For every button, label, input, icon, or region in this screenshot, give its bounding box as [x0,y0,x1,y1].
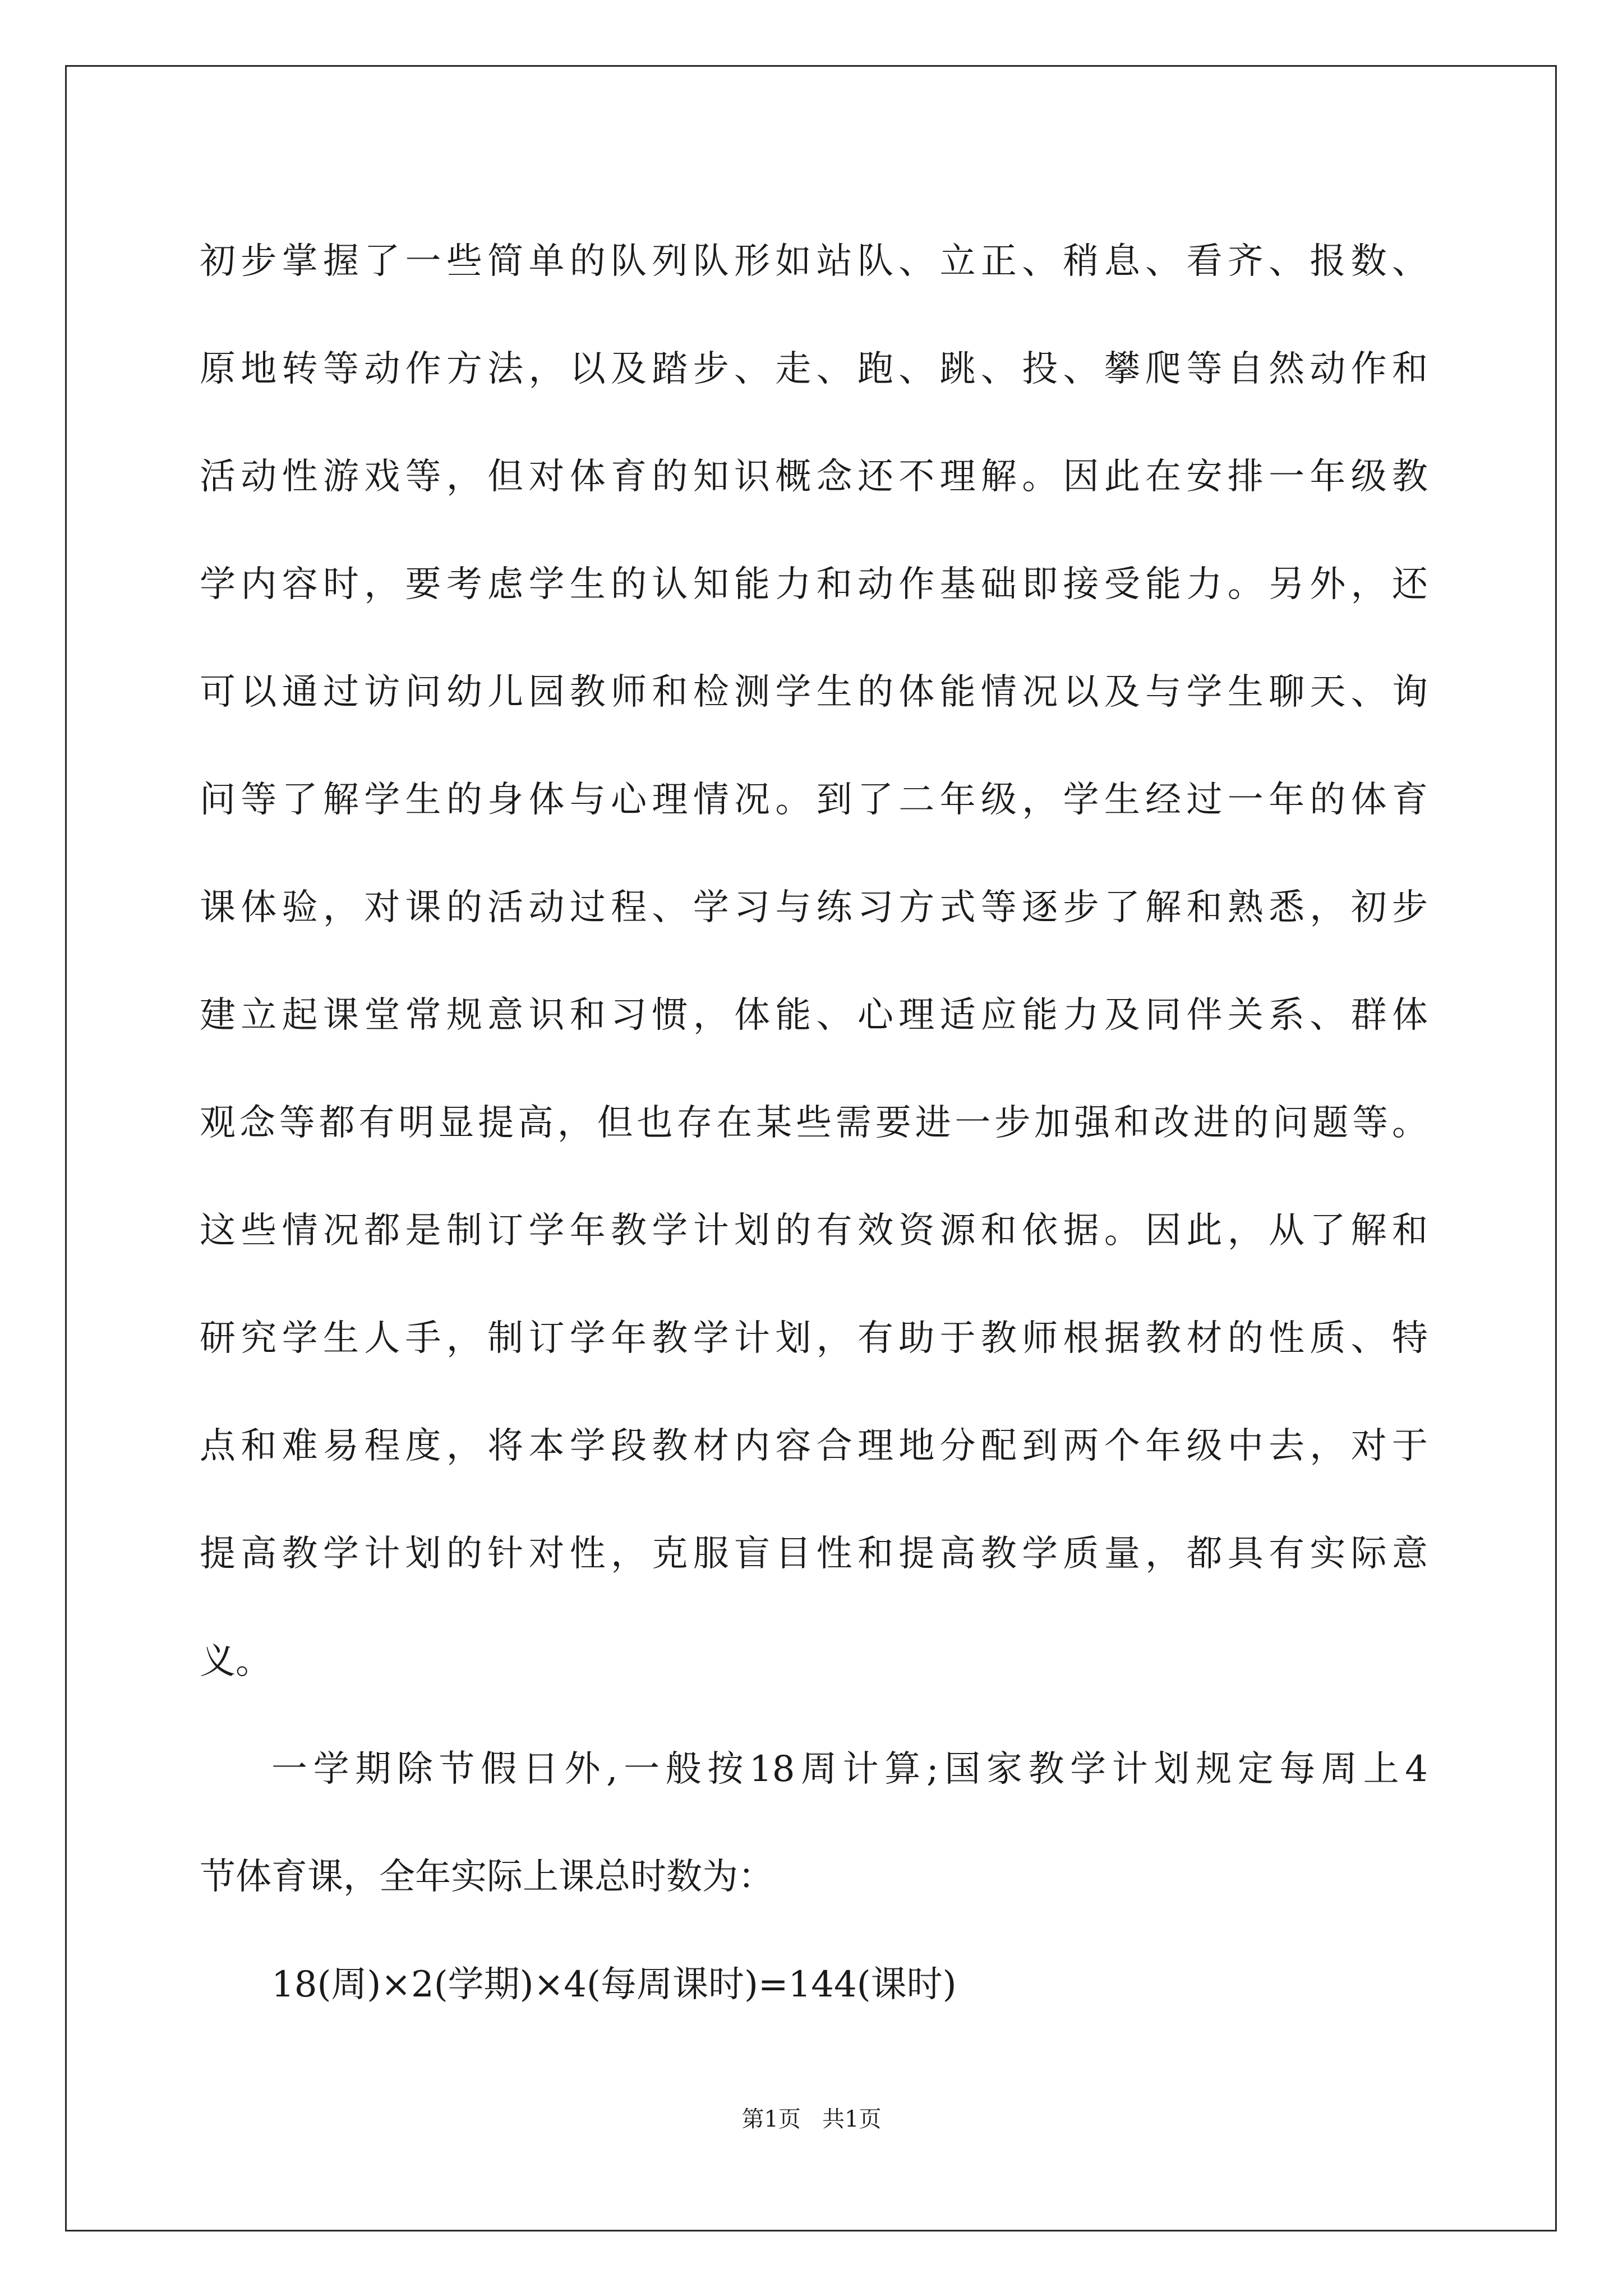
text-line: 课体验，对课的活动过程、学习与练习方式等逐步了解和熟悉，初步 [200,887,1428,928]
text-line: 初步掌握了一些简单的队列队形如站队、立正、稍息、看齐、报数、 [200,241,1428,282]
text-line: 点和难易程度，将本学段教材内容合理地分配到两个年级中去，对于 [200,1425,1428,1467]
text-line: 这些情况都是制订学年教学计划的有效资源和依据。因此，从了解和 [200,1210,1428,1251]
text-line: 可以通过访问幼儿园教师和检测学生的体能情况以及与学生聊天、询 [200,671,1428,713]
page-number-footer: 第1页 共1页 [741,2106,882,2132]
text-line: 提高教学计划的针对性，克服盲目性和提高教学质量，都具有实际意 [200,1533,1428,1575]
text-line: 义。 [200,1641,271,1682]
text-line: 研究学生人手，制订学年教学计划，有助于教师根据教材的性质、特 [200,1318,1428,1359]
text-line: 问等了解学生的身体与心理情况。到了二年级，学生经过一年的体育 [200,779,1428,821]
text-line: 一学期除节假日外,一般按18周计算;国家教学计划规定每周上4 [271,1749,1428,1790]
text-line: 建立起课堂常规意识和习惯，体能、心理适应能力及同伴关系、群体 [200,995,1428,1036]
document-body [200,208,1428,2039]
text-line: 原地转等动作方法，以及踏步、走、跑、跳、投、攀爬等自然动作和 [200,348,1428,390]
text-line: 学内容时，要考虑学生的认知能力和动作基础即接受能力。另外，还 [200,564,1428,605]
formula-line: 18(周)×2(学期)×4(每周课时)=144(课时) [271,1964,957,2005]
text-line: 活动性游戏等，但对体育的知识概念还不理解。因此在安排一年级教 [200,456,1428,498]
text-line: 观念等都有明显提高，但也存在某些需要进一步加强和改进的问题等。 [200,1102,1428,1144]
text-line: 节体育课，全年实际上课总时数为： [200,1856,774,1898]
